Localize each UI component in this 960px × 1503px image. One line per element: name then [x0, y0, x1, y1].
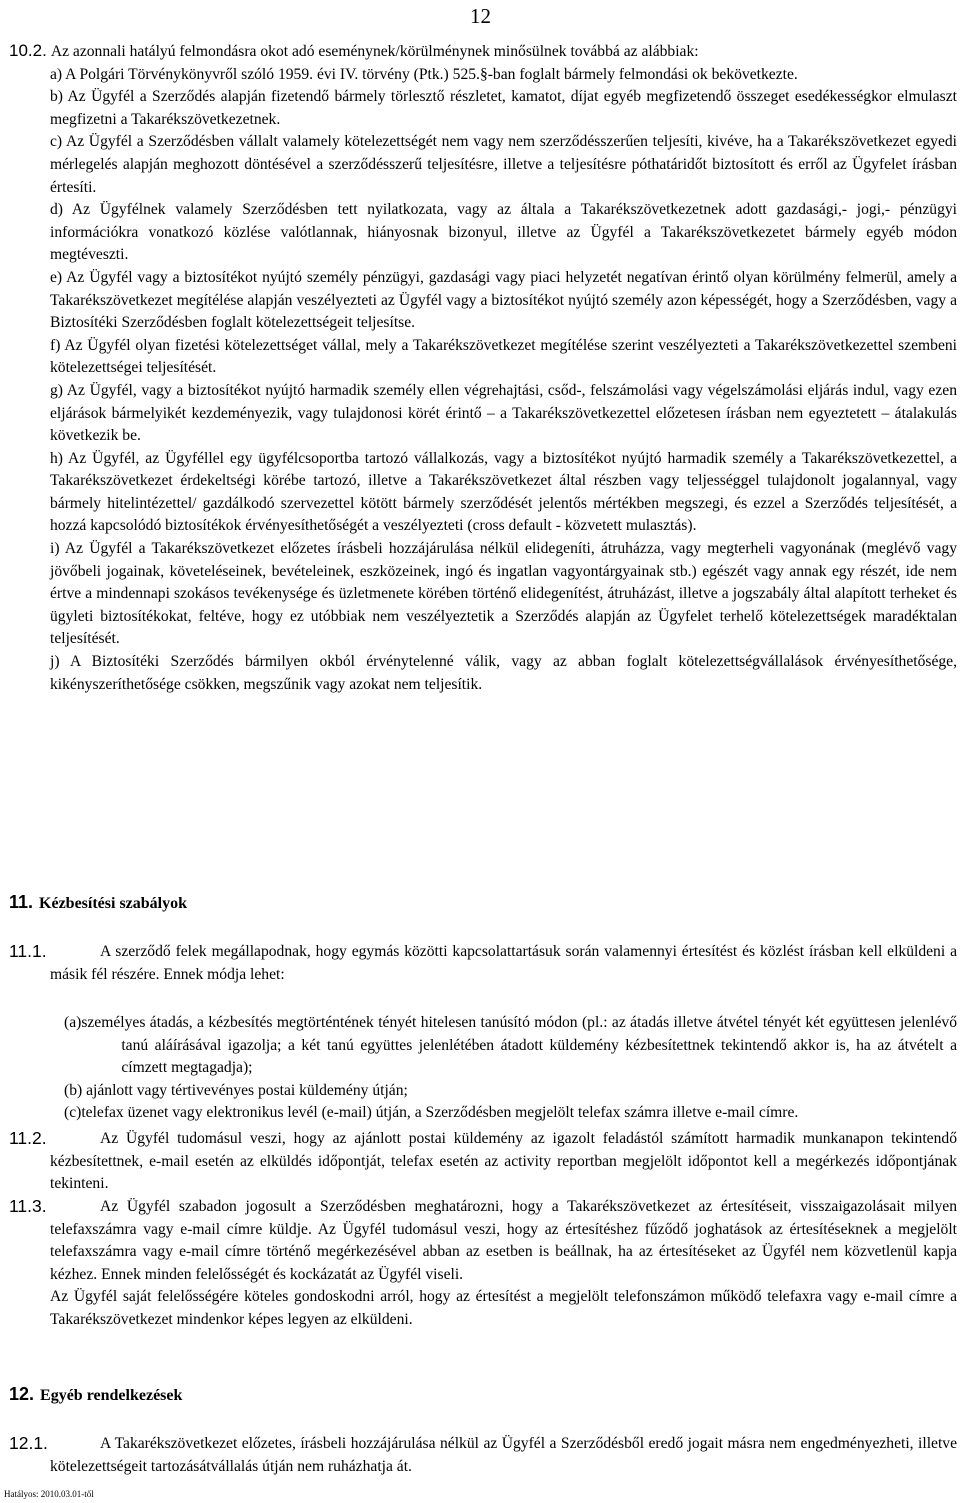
- clause-g: g) Az Ügyfél, vagy a biztosítékot nyújtó harmadik személy ellen végrehajtási, csőd-, felszámolási vagy végelszámolási eljárás indul, vagy ezen eljárások bármelyikét kezdeményezik, vagy tulajdonosi körét érintő – a Takarékszövetkezettel előzetesen írásban nem egyeztetett – átalakulás következik be.: [50, 381, 957, 445]
- subsection-text: A Takarékszövetkezet előzetes, írásbeli hozzájárulása nélkül az Ügyfél a Szerződésből eredő jogait másra nem engedményezheti, illetve kötelezettségeit tartozásátvállalás útján nem ruházhatja át.: [50, 1435, 957, 1475]
- section-12-1: [9, 1433, 957, 1478]
- section-10-2: [9, 40, 957, 696]
- clause-j: j) A Biztosítéki Szerződés bármilyen okból érvénytelenné válik, vagy az abban foglalt kötelezettségvállalások érvényesíthetősége, kikényszeríthetősége csökken, megszűnik vagy azokat nem teljesítik.: [50, 653, 957, 693]
- subsection-number: 11.1.: [9, 941, 47, 961]
- section-number: 12.: [9, 1384, 35, 1404]
- section-number: 10.2.: [9, 41, 47, 60]
- item-label: (b): [64, 1081, 87, 1099]
- section-10-2-intro: [9, 40, 957, 64]
- list-item: [50, 1080, 957, 1103]
- subsection-text: Az Ügyfél tudomásul veszi, hogy az ajánlott postai küldemény az igazolt feladástól számított harmadik munkanapon tekintendő kézbesítettnek, e-mail esetén az elküldés időpontját, telefax esetén az activity reportban megjelölt időpontot kell a megérkezés időpontjának tekinteni.: [50, 1130, 957, 1193]
- section-11-2: [9, 1128, 957, 1196]
- clause-a: a) A Polgári Törvénykönyvről szóló 1959. évi IV. törvény (Ptk.) 525.§-ban foglalt bármely felmondási ok bekövetkezte.: [50, 65, 798, 83]
- page-number: 12: [470, 4, 491, 28]
- section-11-3: [9, 1196, 957, 1332]
- footer-validity: Hatályos: 2010.03.01-től: [4, 1489, 94, 1499]
- clause-h: h) Az Ügyfél, az Ügyféllel egy ügyfélcsoportba tartozó vállalkozás, vagy a biztosítékot nyújtó harmadik személy a Takarékszövetkezettel, a Takarékszövetkezet érdekeltségi körébe tartozó, illetve a Takarékszövetkezet által részben vagy teljességgel tulajdonolt jogalannyal, vagy bármely hitelintézettel/ gazdálkodó szervezettel kötött bármely szerződését jelentős mértékben megszegi, és ezzel a Szerződés teljesítését, a hozzá kapcsolódó biztosítékok érvényesíthetőségét a veszélyezteti (cross default - közvetett mulasztás).: [50, 449, 957, 535]
- delivery-methods-list: [50, 1012, 957, 1125]
- subsection-number: 11.2.: [9, 1128, 47, 1148]
- section-11-heading: [9, 892, 187, 913]
- item-label: (c): [64, 1104, 82, 1122]
- subsection-text-continued: Az Ügyfél saját felelősségére köteles gondoskodni arról, hogy az értesítést a megjelölt telefonszámon működő telefaxra vagy e-mail címre a Takarékszövetkezet mindenkor képes legyen az elküldeni.: [50, 1288, 957, 1328]
- subsection-number: 12.1.: [9, 1433, 48, 1453]
- item-text: személyes átadás, a kézbesítés megtörténtének tényét hitelesen tanúsító módon (pl.: az átadás illetve átvétel tényét két együttesen jelenlévő tanú aláírásával igazolja; a két tanú együttes jelenlétében átadott küldemény kézbesítettnek tekintendő akkor is, ha az átvételt a címzett megtagadja);: [81, 1014, 957, 1077]
- section-12-heading: [9, 1384, 182, 1405]
- section-title: Egyéb rendelkezések: [40, 1387, 183, 1404]
- item-text: telefax üzenet vagy elektronikus levél (e-mail) útján, a Szerződésben megjelölt telefax számra illetve e-mail címre.: [81, 1104, 799, 1122]
- clause-c: c) Az Ügyfél a Szerződésben vállalt valamely kötelezettségét nem vagy nem szerződésszerűen teljesíti, kivéve, ha a Takarékszövetkezet egyedi mérlegelés alapján meghozott döntésével a szerződésszerű teljesítésre, illetve a teljesítésre póthatáridőt biztosított és erről az Ügyfelet írásban értesíti.: [50, 133, 957, 196]
- section-title: Kézbesítési szabályok: [39, 895, 188, 912]
- list-item: [50, 1102, 957, 1125]
- subsection-number: 11.3.: [9, 1196, 47, 1216]
- section-number: 11.: [9, 892, 34, 912]
- clause-d: d) Az Ügyfélnek valamely Szerződésben tett nyilatkozata, vagy az általa a Takarékszövetkezetnek adott gazdasági,- jogi,- pénzügyi információkra vonatkozó közlése valótlannak, hiányosnak bizonyul, illetve az Ügyfél a Takarékszövetkezetet bármely egyéb módon megtéveszti.: [50, 201, 957, 264]
- clause-b: b) Az Ügyfél a Szerződés alapján fizetendő bármely törlesztő részletet, kamatot, díjat egyéb megfizetendő összeget esedékességkor elmulaszt megfizetni a Takarékszövetkezetnek.: [50, 88, 957, 128]
- intro-text: Az azonnali hatályú felmondásra okot adó eseménynek/körülménynek minősülnek továbbá az alábbiak:: [50, 43, 699, 60]
- subsection-text: A szerződő felek megállapodnak, hogy egymás közötti kapcsolattartásuk során valamennyi értesítést és közlést írásban kell elküldeni a másik fél részére. Ennek módja lehet:: [50, 943, 957, 983]
- item-label: (a): [64, 1014, 82, 1031]
- subsection-text: Az Ügyfél szabadon jogosult a Szerződésben meghatározni, hogy a Takarékszövetkezet az értesítéseit, visszaigazolásait milyen telefaxszámra vagy e-mail címre küldje. Az Ügyfél tudomásul veszi, hogy az értesítéshez fűződő joghatások az értesítéseknek a megjelölt telefaxszámra vagy e-mail címre történő megérkezésével abban az esetben is beállnak, ha az értesítéseket az Ügyfél nem közvetlenül kapja kézhez. Ennek minden felelősségét és kockázatát az Ügyfél viseli.: [50, 1198, 957, 1283]
- clause-e: e) Az Ügyfél vagy a biztosítékot nyújtó személy pénzügyi, gazdasági vagy piaci helyzetét negatívan érintő olyan körülmény felmerül, amely a Takarékszövetkezet megítélése alapján veszélyezteti az Ügyfél vagy a biztosítékot nyújtó személy azon képességét, hogy a Szerződésben, vagy a Biztosítéki Szerződésben foglalt kötelezettségeit teljesítse.: [50, 268, 957, 332]
- item-text: ajánlott vagy tértivevényes postai küldemény útján;: [86, 1081, 408, 1099]
- clause-f: f) Az Ügyfél olyan fizetési kötelezettséget vállal, mely a Takarékszövetkezet megítélése szerint veszélyezteti a Takarékszövetkezettel szembeni kötelezettségei teljesítését.: [50, 336, 957, 377]
- list-item: [50, 1012, 957, 1080]
- clause-i: i) Az Ügyfél a Takarékszövetkezet előzetes írásbeli hozzájárulása nélkül elidegeníti, átruházza, vagy megterheli vagyonának (meglévő vagy jövőbeli jogainak, követeléseinek, bevételeinek, eszközeinek, ingó és ingatlan vagyontárgyainak stb.) egészét vagy annak egy részét, ide nem értve a mindennapi szokásos tevékenysége és üzletmenete körében történő elidegenítést, átruházást, illetve a jogszabály által alapított terheket és ügyleti biztosítékokat, feltéve, hogy ez utóbbiak nem veszélyeztetik a Szerződés alapján az Ügyfelet terhelő kötelezettségek maradéktalan teljesítését.: [50, 540, 957, 648]
- section-11-1: [9, 941, 957, 986]
